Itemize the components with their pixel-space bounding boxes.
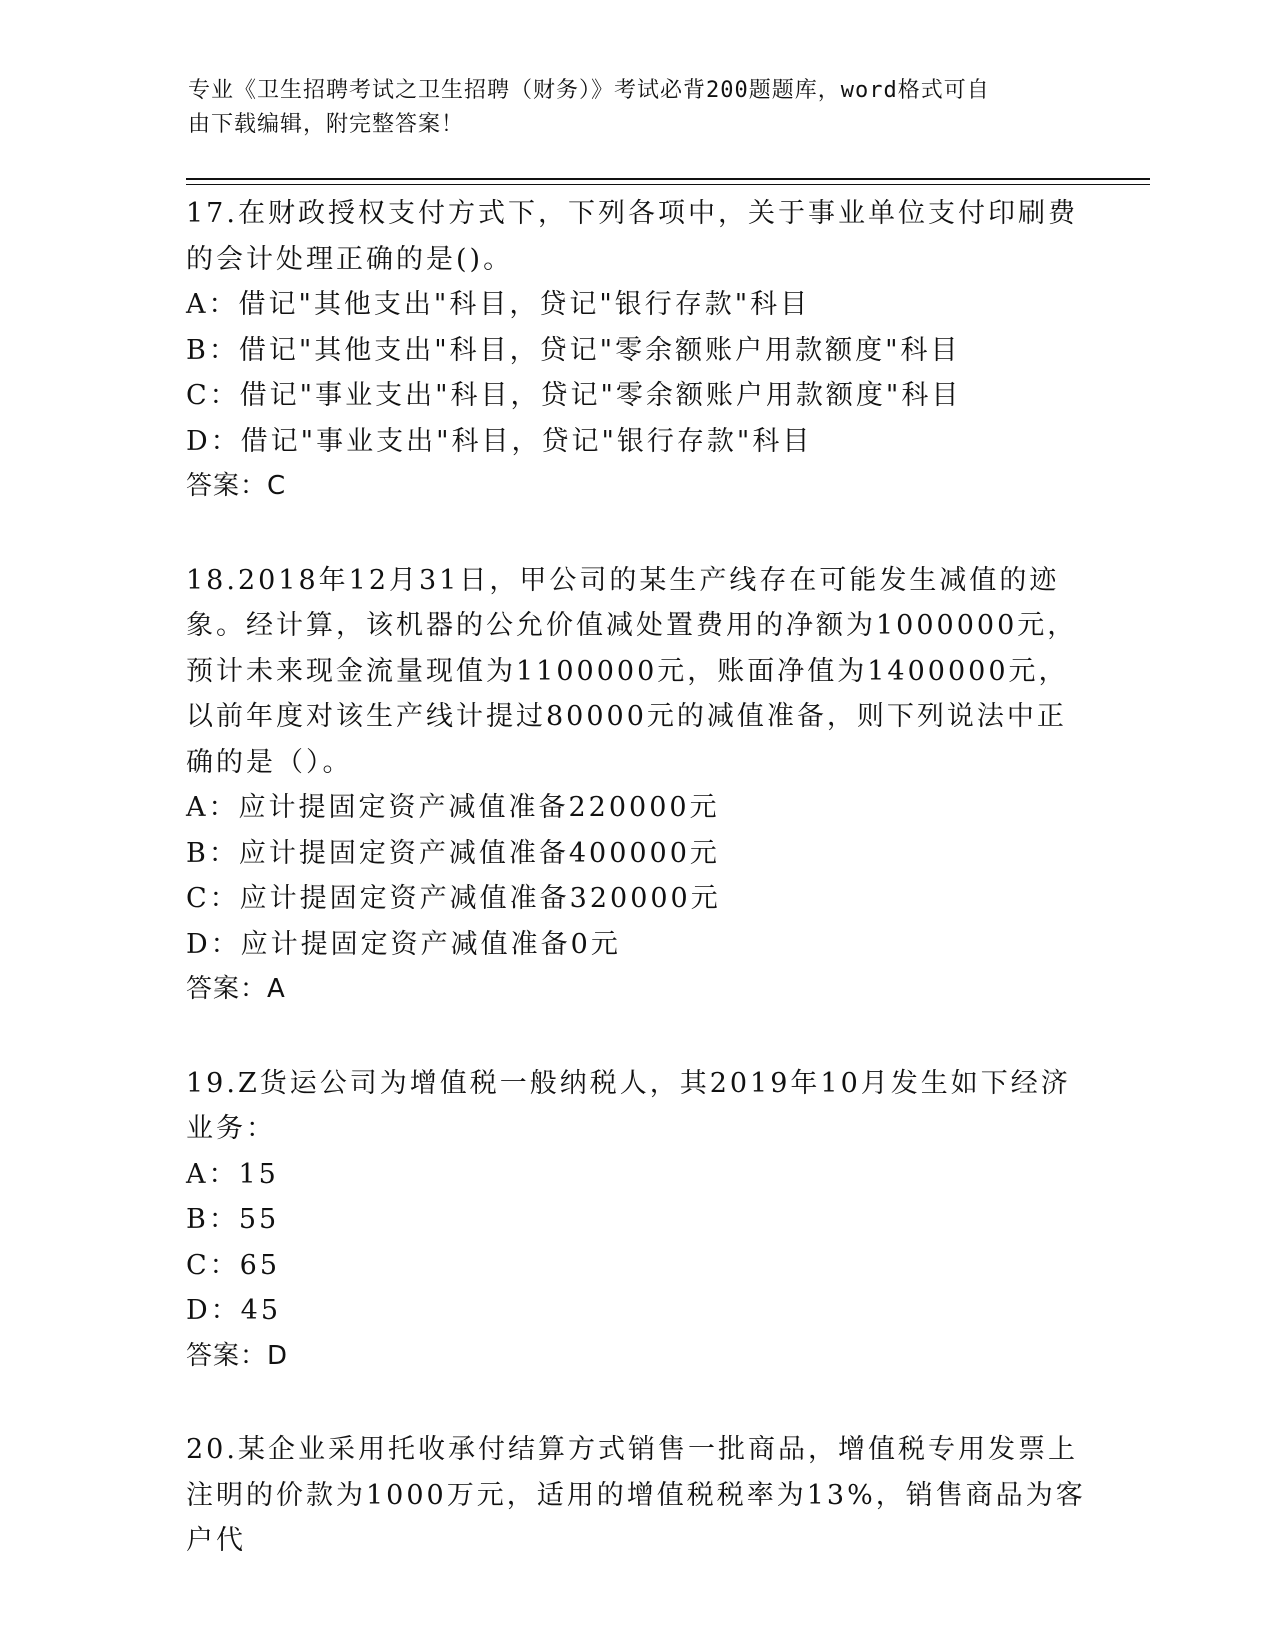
option-b: B：借记"其他支出"科目，贷记"零余额账户用款额度"科目 [186, 334, 961, 366]
option-c: C：借记"事业支出"科目，贷记"零余额账户用款额度"科目 [186, 380, 962, 411]
option-d: D：应计提固定资产减值准备0元 [186, 928, 621, 960]
option-a: A：应计提固定资产减值准备220000元 [186, 792, 720, 823]
header-divider-thick [186, 178, 1150, 180]
header-line-1: 专业《卫生招聘考试之卫生招聘（财务）》考试必背200题题库，word格式可自 [188, 78, 990, 103]
answer: 答案：A [186, 974, 286, 1004]
option-b: B：55 [186, 1204, 280, 1235]
question-stem: 20.某企业采用托收承付结算方式销售一批商品，增值税专用发票上注明的价款为1000万元，适用的增值税税率为13%，销售商品为客户代 [186, 1434, 1086, 1556]
answer: 答案：C [186, 471, 287, 501]
header-divider-thin [186, 184, 1150, 185]
question-17 [186, 191, 1086, 510]
option-a: A：15 [186, 1158, 279, 1190]
question-stem: 17.在财政授权支付方式下，下列各项中，关于事业单位支付印刷费的会计处理正确的是()。 [186, 198, 1078, 275]
option-b: B：应计提固定资产减值准备400000元 [186, 837, 720, 869]
document-header [188, 74, 1088, 142]
answer: 答案：D [186, 1340, 289, 1371]
option-d: D：45 [186, 1295, 282, 1326]
option-c: C：65 [186, 1249, 281, 1281]
option-d: D：借记"事业支出"科目，贷记"银行存款"科目 [186, 425, 813, 457]
question-18 [186, 558, 1086, 1013]
question-19 [186, 1061, 1086, 1380]
question-list [186, 191, 1086, 1612]
option-a: A：借记"其他支出"科目，贷记"银行存款"科目 [186, 289, 811, 320]
question-stem: 19.Z货运公司为增值税一般纳税人，其2019年10月发生如下经济业务： [186, 1067, 1071, 1144]
header-line-2: 由下载编辑，附完整答案！ [188, 112, 465, 137]
question-20 [186, 1427, 1086, 1564]
question-stem: 18.2018年12月31日，甲公司的某生产线存在可能发生减值的迹象。经计算，该机器的公允价值减处置费用的净额为1000000元，预计未来现金流量现值为1100000元，账面净值为1400000元，以前年度对该生产线计提过80000元的减值准备，则下列说法中正确的是（）。 [186, 564, 1078, 778]
option-c: C：应计提固定资产减值准备320000元 [186, 883, 721, 914]
